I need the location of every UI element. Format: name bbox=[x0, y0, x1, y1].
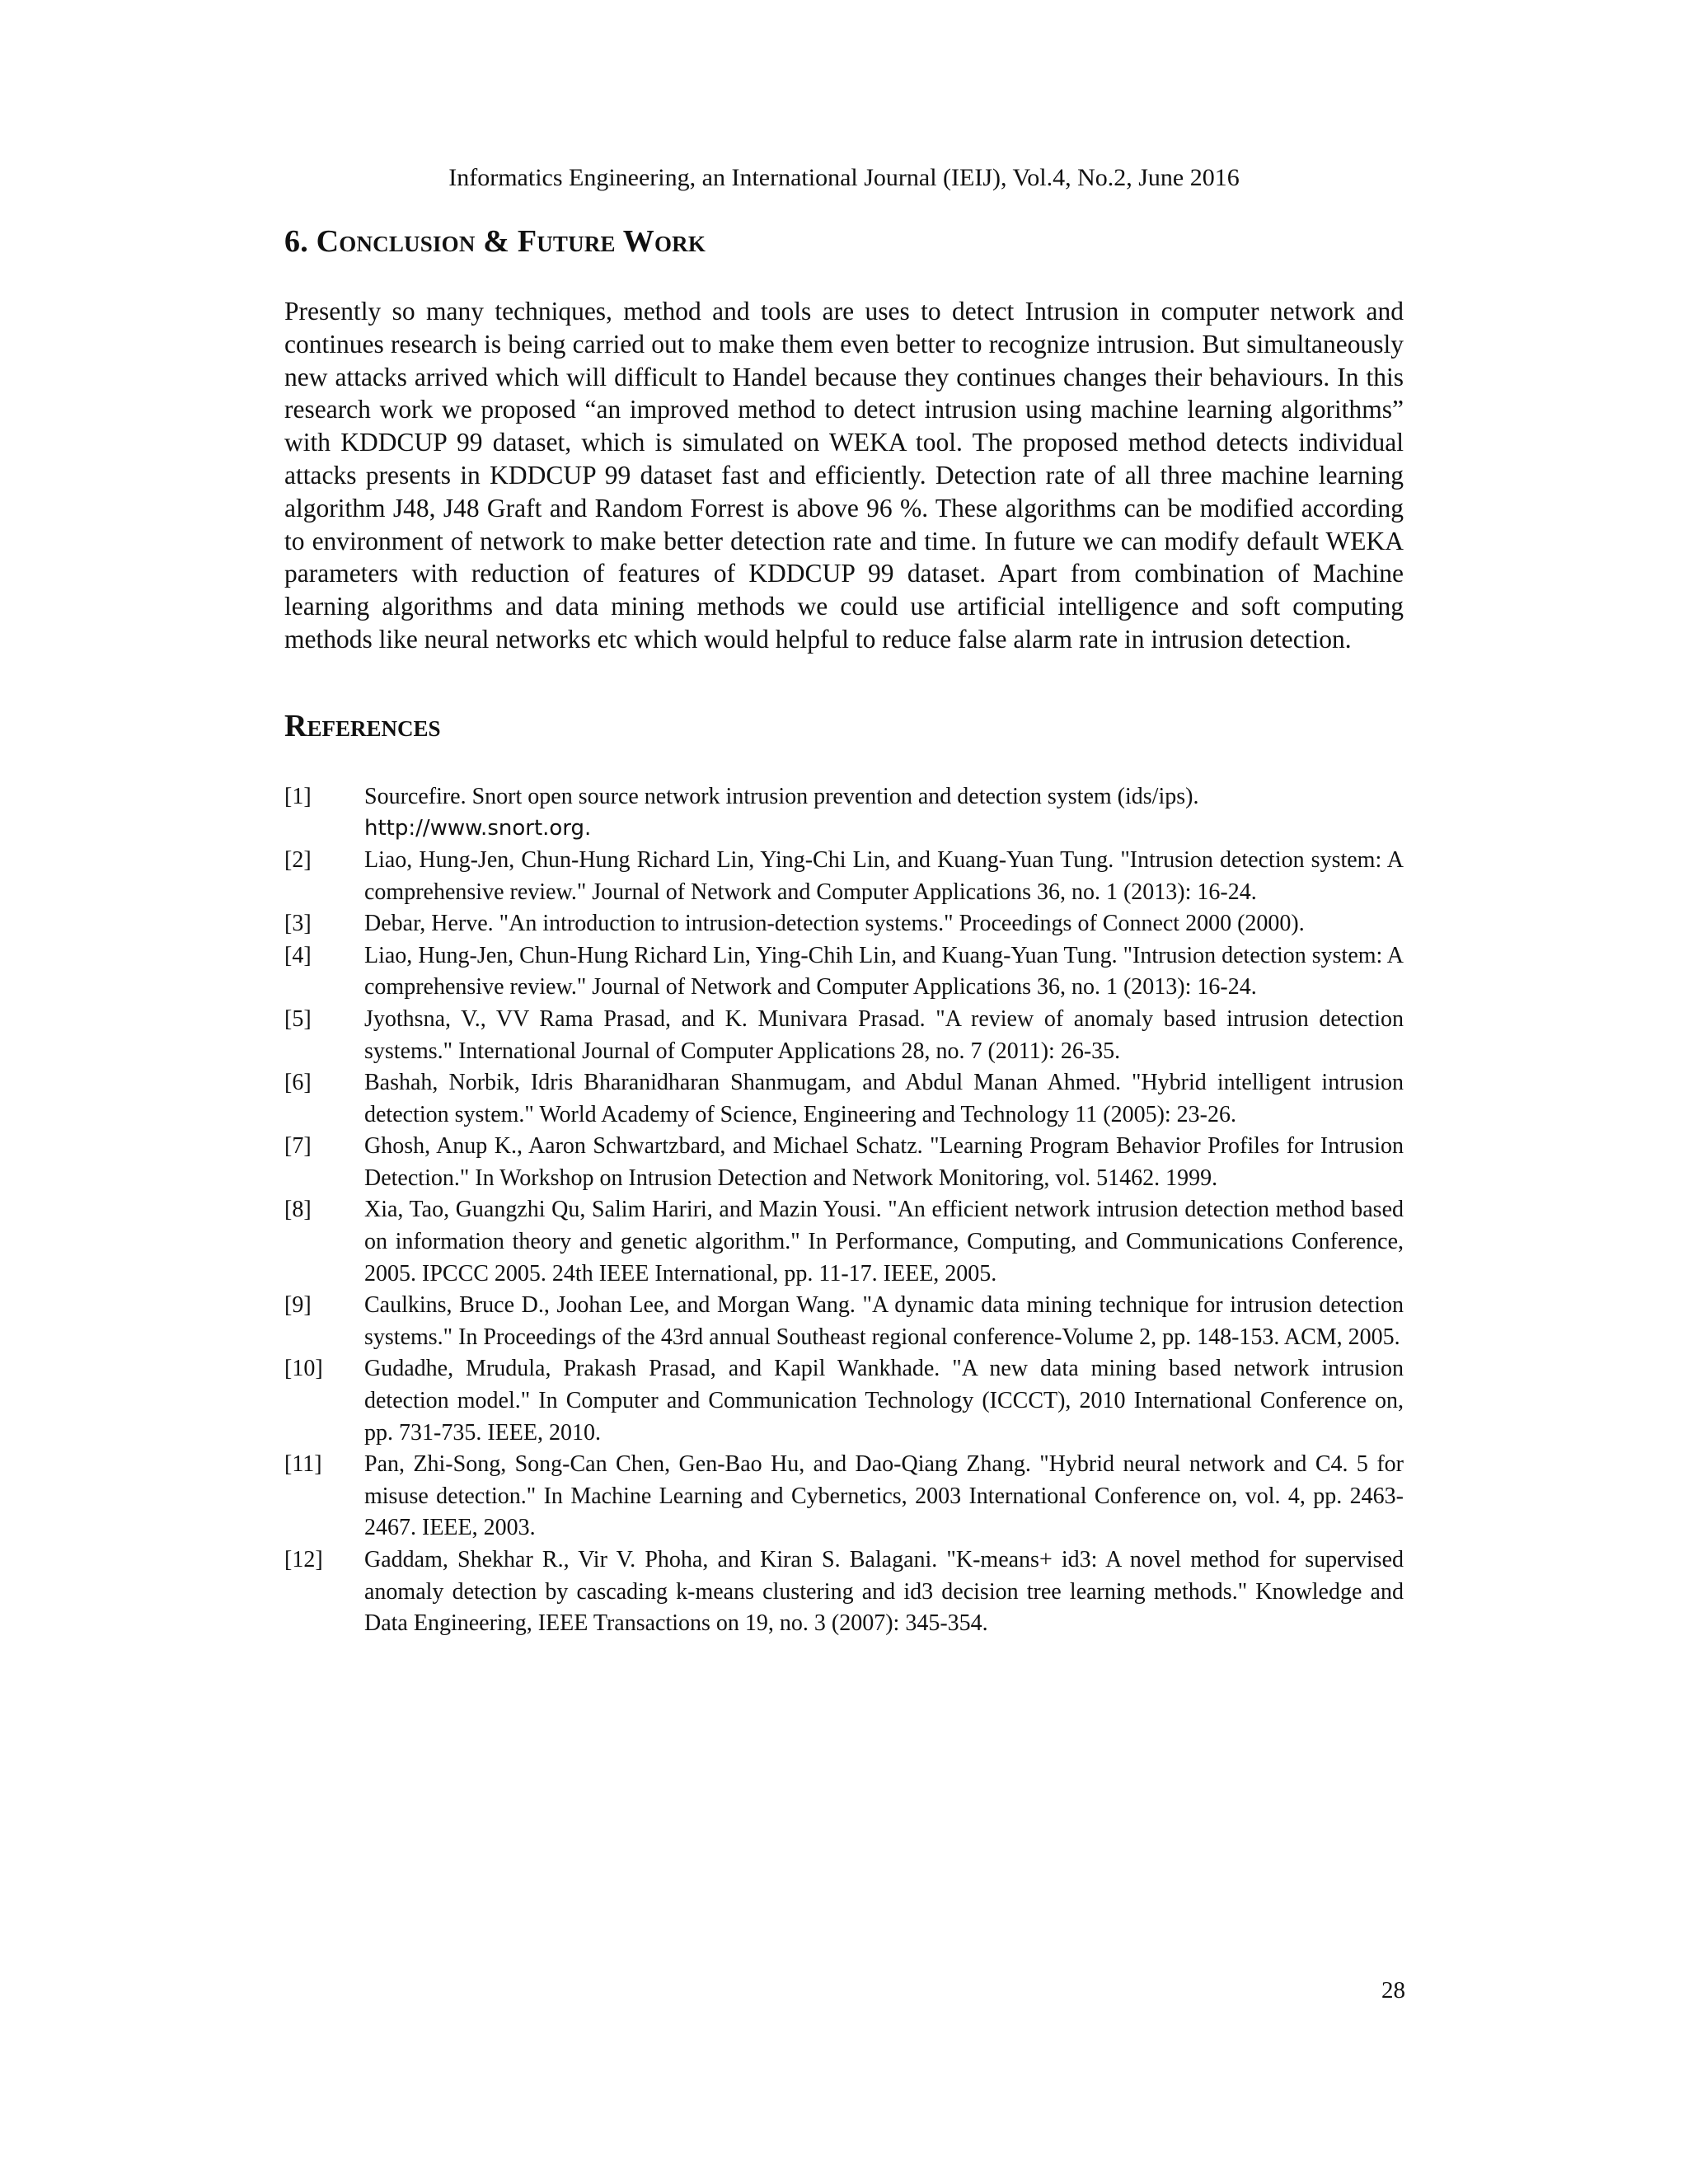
reference-number: [5] bbox=[284, 1005, 312, 1032]
reference-text: Caulkins, Bruce D., Joohan Lee, and Morgan Wang. "A dynamic data mining technique for intrusion detection systems." In Proceedings of the 43rd annual Southeast regional conference-Volume 2, pp. 148-153. ACM, 2005. bbox=[364, 1292, 1404, 1350]
reference-number: [12] bbox=[284, 1547, 323, 1573]
reference-text: Debar, Herve. "An introduction to intrusion-detection systems." Proceedings of Connect 2000 (2000). bbox=[364, 911, 1305, 937]
reference-item-3 bbox=[284, 908, 1404, 940]
reference-number: [10] bbox=[284, 1356, 323, 1382]
reference-url-link[interactable]: http://www.snort.org. bbox=[364, 816, 592, 841]
reference-number: [3] bbox=[284, 911, 312, 937]
reference-text: Liao, Hung-Jen, Chun-Hung Richard Lin, Ying-Chi Lin, and Kuang-Yuan Tung. "Intrusion detection system: A comprehensive review." Journal of Network and Computer Applications 36, no. 1 (2013): 16-24. bbox=[364, 846, 1404, 905]
reference-text: Ghosh, Anup K., Aaron Schwartzbard, and Michael Schatz. "Learning Program Behavior Profiles for Intrusion Detection." In Workshop on Intrusion Detection and Network Monitoring, vol. 51462. 1999. bbox=[364, 1133, 1404, 1191]
references-list bbox=[284, 781, 1404, 1640]
reference-text: Gudadhe, Mrudula, Prakash Prasad, and Kapil Wankhade. "A new data mining based network intrusion detection model." In Computer and Communication Technology (ICCCT), 2010 International Conference on, pp. 731-735. IEEE, 2010. bbox=[364, 1356, 1404, 1446]
reference-text bbox=[364, 781, 1404, 845]
reference-number: [2] bbox=[284, 846, 312, 873]
page-number: 28 bbox=[1381, 1977, 1405, 2004]
reference-text: Gaddam, Shekhar R., Vir V. Phoha, and Kiran S. Balagani. "K-means+ id3: A novel method for supervised anomaly detection by cascading k-means clustering and id3 decision tree learning methods." Knowledge and Data Engineering, IEEE Transactions on 19, no. 3 (2007): 345-354. bbox=[364, 1547, 1404, 1637]
reference-item-7 bbox=[284, 1131, 1404, 1194]
conclusion-paragraph: Presently so many techniques, method and tools are uses to detect Intrusion in computer network and continues research is being carried out to make them even better to recognize intrusion. But simultaneously new attacks arrived which will difficult to Handel because they continues changes their behaviours. In this research work we proposed “an improved method to detect intrusion using machine learning algorithms” with KDDCUP 99 dataset, which is simulated on WEKA tool. The proposed method detects individual attacks presents in KDDCUP 99 dataset fast and efficiently. Detection rate of all three machine learning algorithm J48, J48 Graft and Random Forrest is above 96 %. These algorithms can be modified according to environment of network to make better detection rate and time. In future we can modify default WEKA parameters with reduction of features of KDDCUP 99 dataset. Apart from combination of Machine learning algorithms and data mining methods we could use artificial intelligence and soft computing methods like neural networks etc which would helpful to reduce false alarm rate in intrusion detection. bbox=[284, 297, 1404, 654]
reference-number: [6] bbox=[284, 1070, 312, 1096]
references-heading: References bbox=[284, 708, 441, 743]
reference-item-9 bbox=[284, 1290, 1404, 1353]
reference-item-6 bbox=[284, 1067, 1404, 1131]
reference-text: Xia, Tao, Guangzhi Qu, Salim Hariri, and Mazin Yousi. "An efficient network intrusion detection method based on information theory and genetic algorithm." In Performance, Computing, and Communications Conference, 2005. IPCCC 2005. 24th IEEE International, pp. 11-17. IEEE, 2005. bbox=[364, 1197, 1404, 1286]
reference-number: [4] bbox=[284, 942, 312, 968]
reference-number: [7] bbox=[284, 1133, 312, 1160]
reference-item-10 bbox=[284, 1353, 1404, 1449]
reference-number: [1] bbox=[284, 783, 312, 809]
reference-item-11 bbox=[284, 1449, 1404, 1544]
main-content bbox=[284, 221, 1404, 1640]
reference-item-8 bbox=[284, 1194, 1404, 1290]
reference-text: Bashah, Norbik, Idris Bharanidharan Shanmugam, and Abdul Manan Ahmed. "Hybrid intelligent intrusion detection system." World Academy of Science, Engineering and Technology 11 (2005): 23-26. bbox=[364, 1070, 1404, 1127]
reference-text: Liao, Hung-Jen, Chun-Hung Richard Lin, Ying-Chih Lin, and Kuang-Yuan Tung. "Intrusion detection system: A comprehensive review." Journal of Network and Computer Applications 36, no. 1 (2013): 16-24. bbox=[364, 942, 1404, 1001]
reference-item-12 bbox=[284, 1544, 1404, 1640]
reference-number: [11] bbox=[284, 1451, 322, 1478]
reference-item-5 bbox=[284, 1004, 1404, 1067]
reference-number: [9] bbox=[284, 1292, 312, 1319]
reference-item-2 bbox=[284, 845, 1404, 908]
conclusion-heading: 6. Conclusion & Future Work bbox=[284, 224, 706, 259]
reference-item-1 bbox=[284, 781, 1404, 845]
reference-text: Jyothsna, V., VV Rama Prasad, and K. Munivara Prasad. "A review of anomaly based intrusion detection systems." International Journal of Computer Applications 28, no. 7 (2011): 26-35. bbox=[364, 1005, 1404, 1064]
reference-item-4 bbox=[284, 940, 1404, 1004]
reference-number: [8] bbox=[284, 1197, 312, 1223]
running-header: Informatics Engineering, an International Journal (IEIJ), Vol.4, No.2, June 2016 bbox=[448, 164, 1240, 191]
reference-citation: Sourcefire. Snort open source network intrusion prevention and detection system (ids/ips). bbox=[364, 783, 1199, 809]
reference-text: Pan, Zhi-Song, Song-Can Chen, Gen-Bao Hu, and Dao-Qiang Zhang. "Hybrid neural network and C4. 5 for misuse detection." In Machine Learning and Cybernetics, 2003 International Conference on, vol. 4, pp. 2463-2467. IEEE, 2003. bbox=[364, 1451, 1404, 1541]
